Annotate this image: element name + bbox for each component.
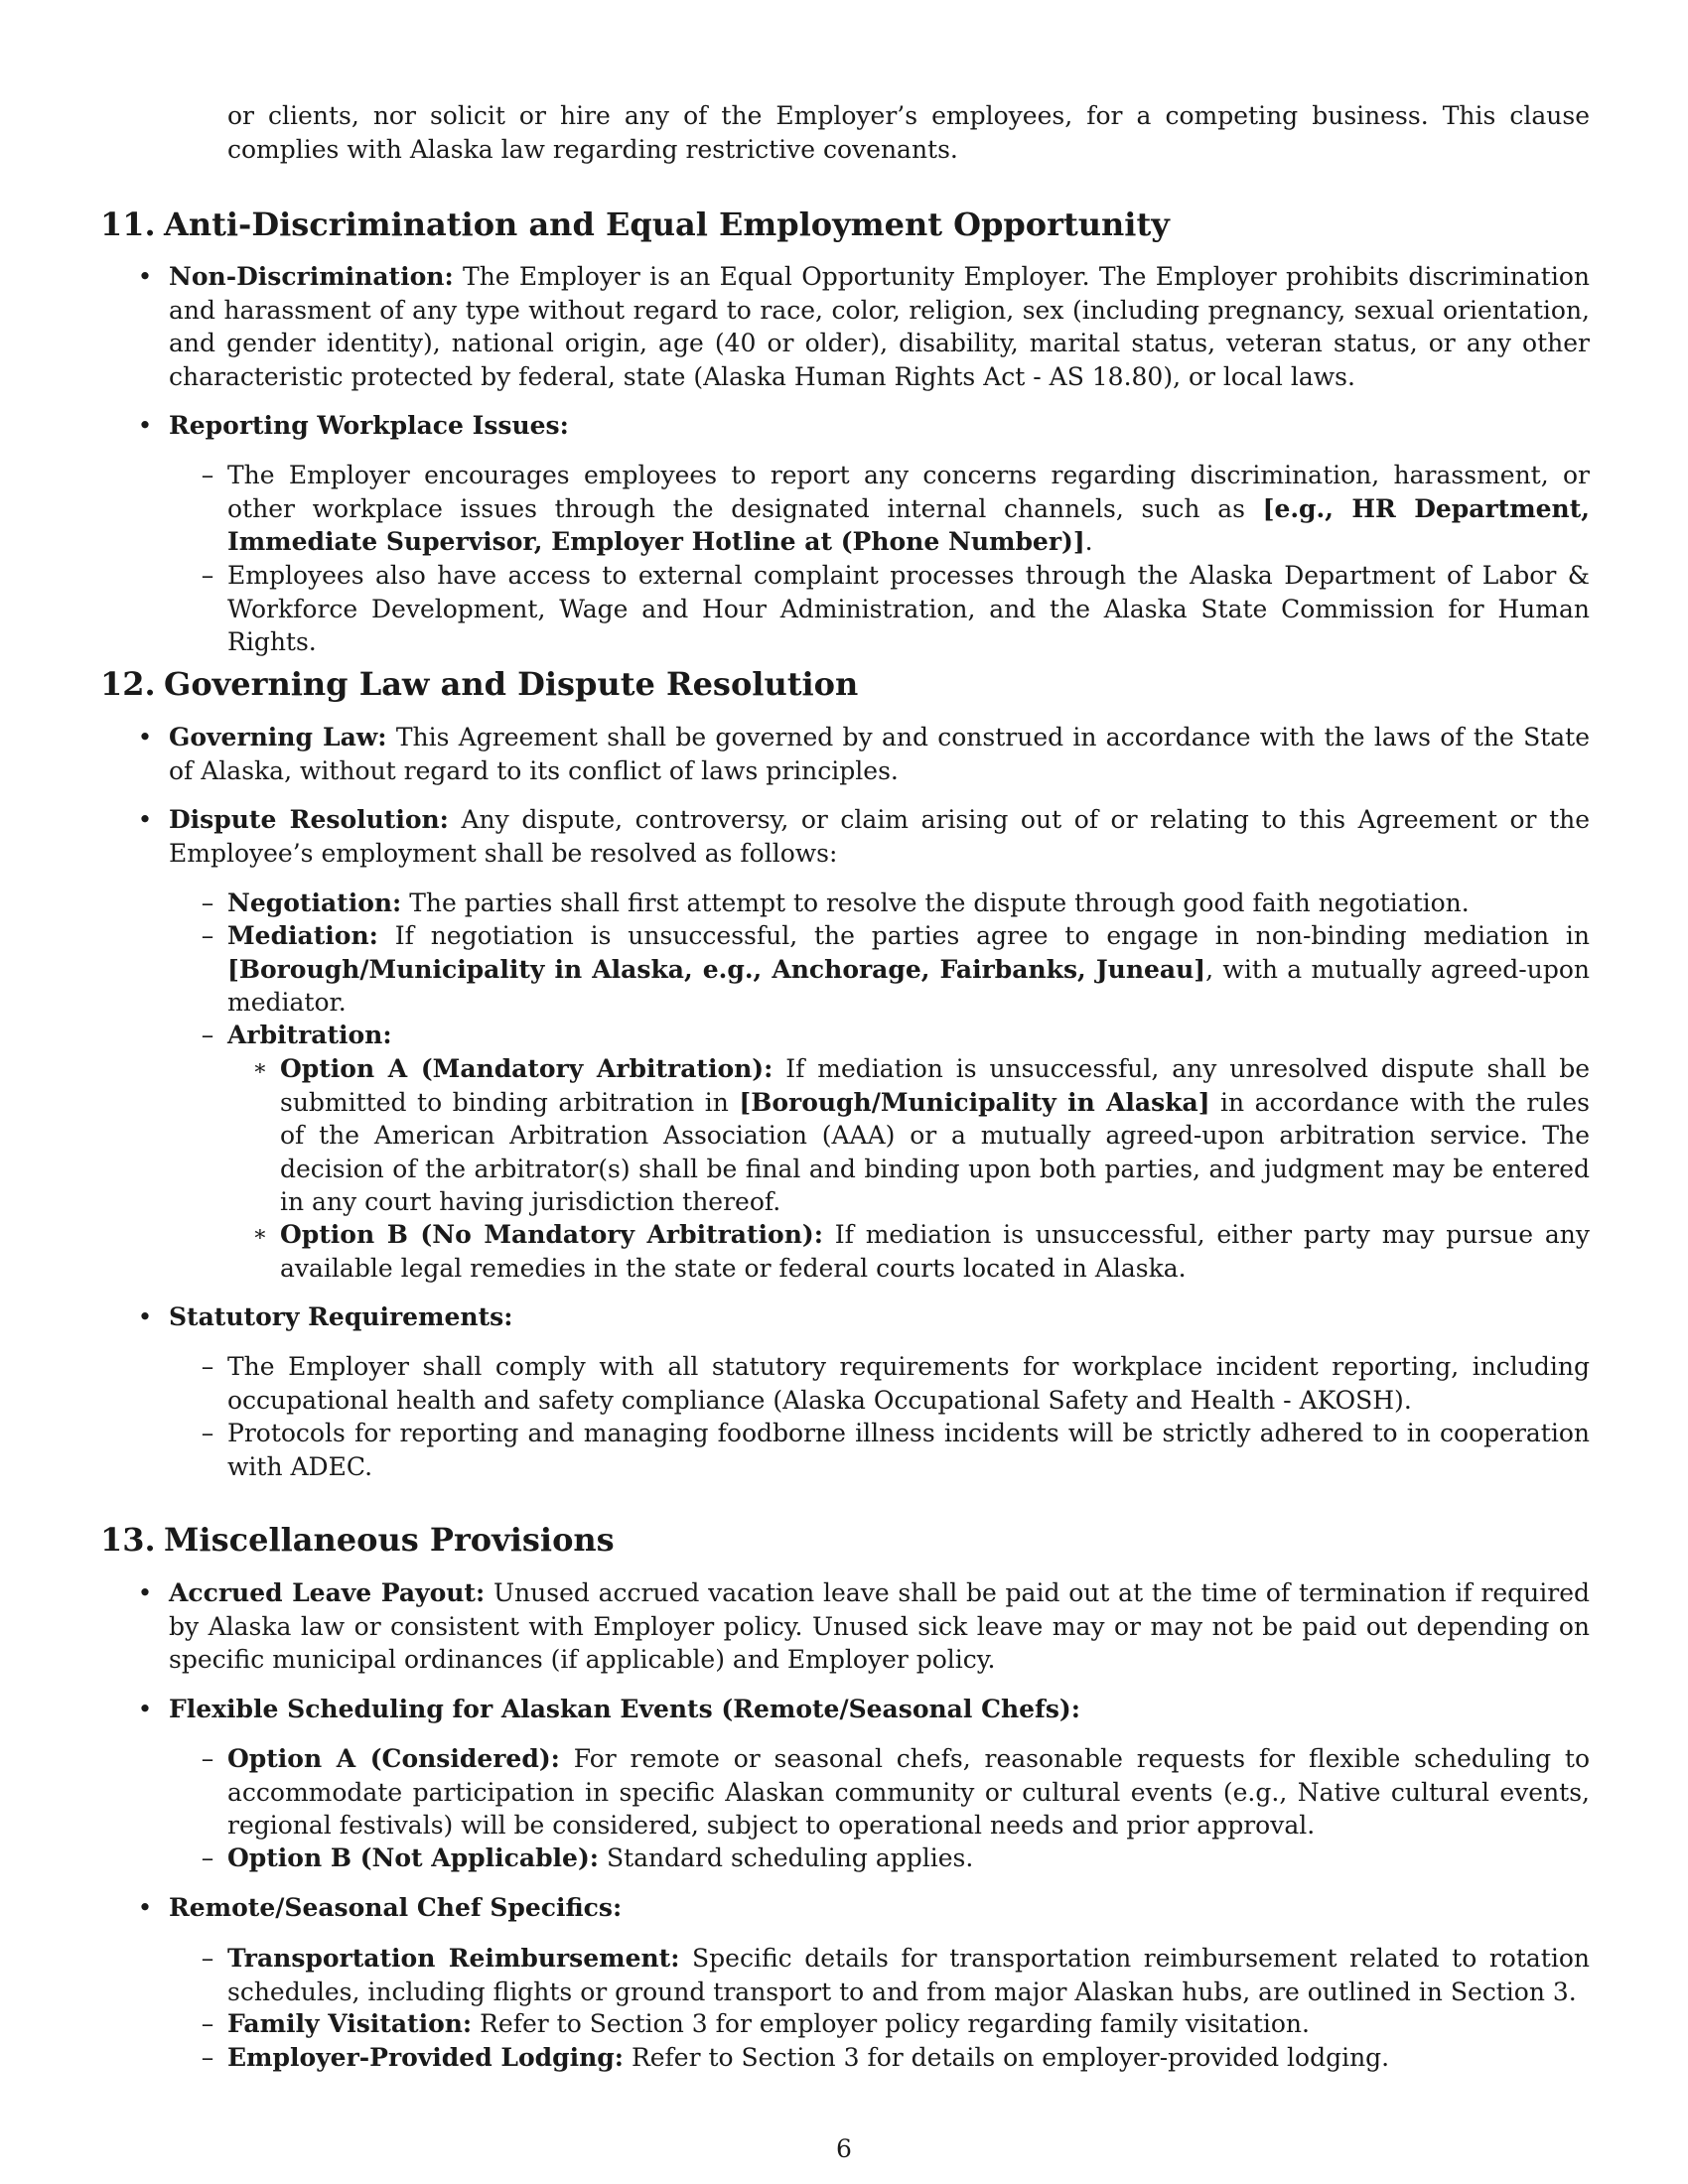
dash-marker: –	[201, 1419, 214, 1447]
bullet-marker: •	[137, 723, 153, 751]
arbitration-option-b-item: ∗ Option B (No Mandatory Arbitration): If mediation is unsuccessful, either party may pursue any available legal remedies in the state or federal courts located in Alaska.	[280, 1218, 1590, 1285]
statutory-akosh-item: – The Employer shall comply with all statutory requirements for workplace incident reporting, including occupational health and safety compliance (Alaska Occupational Safety and Health - AKOSH).	[227, 1350, 1590, 1417]
dash-marker: –	[201, 1944, 214, 1973]
arbitration-option-a-item: ∗ Option A (Mandatory Arbitration): If mediation is unsuccessful, any unresolved dispute shall be submitted to binding arbitration in [Borough/Municipality in Alaska] in accordance with the rules of the American Arbitration Association (AAA) or a mutually agreed-upon arbitration service. The decision of the arbitrator(s) shall be final and binding upon both parties, and judgment may be entered in any court having jurisdiction thereof.	[280, 1052, 1590, 1219]
dash-marker: –	[201, 1352, 214, 1381]
dash-marker: –	[201, 561, 214, 590]
dispute-resolution-item: • Dispute Resolution: Any dispute, controversy, or claim arising out of or relating to this Agreement or the Employee’s employment shall be resolved as follows:	[169, 803, 1590, 870]
dash-marker: –	[201, 2043, 214, 2072]
section-11-heading: 11. Anti-Discrimination and Equal Employment Opportunity	[100, 205, 1170, 243]
dash-marker: –	[201, 1021, 214, 1049]
transportation-reimbursement-item: – Transportation Reimbursement: Specific details for transportation reimbursement related to rotation schedules, including flights or ground transport to and from major Alaskan hubs, are outlined in Section 3.	[227, 1942, 1590, 2008]
dash-marker: –	[201, 921, 214, 950]
bullet-marker: •	[137, 1578, 153, 1607]
bullet-marker: •	[137, 262, 153, 291]
accrued-leave-payout-item: • Accrued Leave Payout: Unused accrued vacation leave shall be paid out at the time of termination if required by Alaska law or consistent with Employer policy. Unused sick leave may or may not be paid out depending on specific municipal ordinances (if applicable) and Employer policy.	[169, 1576, 1590, 1677]
statutory-adec-item: – Protocols for reporting and managing foodborne illness incidents will be strictly adhered to in cooperation with ADEC.	[227, 1417, 1590, 1483]
flexible-scheduling-option-a-item: – Option A (Considered): For remote or seasonal chefs, reasonable requests for flexible scheduling to accommodate participation in specific Alaskan community or cultural events (e.g., Native cultural events, regional festivals) will be considered, subject to operational needs and prior approval.	[227, 1742, 1590, 1843]
family-visitation-item: – Family Visitation: Refer to Section 3 for employer policy regarding family visitation.	[227, 2007, 1590, 2041]
reporting-internal-channels-item: – The Employer encourages employees to report any concerns regarding discrimination, harassment, or other workplace issues through the designated internal channels, such as [e.g., HR Department, Immediate Supervisor, Employer Hotline at (Phone Number)].	[227, 459, 1590, 559]
reporting-workplace-issues-item: • Reporting Workplace Issues:	[169, 409, 1590, 443]
section-13-heading: 13. Miscellaneous Provisions	[100, 1521, 615, 1559]
bullet-marker: •	[137, 805, 153, 834]
governing-law-item: • Governing Law: This Agreement shall be governed by and construed in accordance with the laws of the State of Alaska, without regard to its conflict of laws principles.	[169, 721, 1590, 787]
bullet-marker: •	[137, 411, 153, 440]
bullet-marker: •	[137, 1695, 153, 1723]
remote-seasonal-specifics-item: • Remote/Seasonal Chef Specifics:	[169, 1891, 1590, 1925]
bullet-marker: •	[137, 1893, 153, 1922]
flexible-scheduling-item: • Flexible Scheduling for Alaskan Events (Remote/Seasonal Chefs):	[169, 1693, 1590, 1726]
dash-marker: –	[201, 888, 214, 917]
reporting-external-processes-item: – Employees also have access to external complaint processes through the Alaska Department of Labor & Workforce Development, Wage and Hour Administration, and the Alaska State Commission for Human Rights.	[227, 559, 1590, 659]
page-number: 6	[836, 2134, 852, 2163]
statutory-requirements-item: • Statutory Requirements:	[169, 1300, 1590, 1334]
non-discrimination-item: • Non-Discrimination: The Employer is an Equal Opportunity Employer. The Employer prohibits discrimination and harassment of any type without regard to race, color, religion, sex (including pregnancy, sexual orientation, and gender identity), national origin, age (40 or older), disability, marital status, veteran status, or any other characteristic protected by federal, state (Alaska Human Rights Act - AS 18.80), or local laws.	[169, 260, 1590, 393]
dash-marker: –	[201, 1843, 214, 1872]
continuation-paragraph: or clients, nor solicit or hire any of the Employer’s employees, for a competing business. This clause complies with Alaska law regarding restrictive covenants.	[227, 101, 1590, 164]
employer-provided-lodging-item: – Employer-Provided Lodging: Refer to Section 3 for details on employer-provided lodging.	[227, 2041, 1590, 2075]
negotiation-item: – Negotiation: The parties shall first attempt to resolve the dispute through good faith negotiation.	[227, 887, 1590, 920]
mediation-item: – Mediation: If negotiation is unsuccessful, the parties agree to engage in non-binding mediation in [Borough/Municipality in Alaska, e.g., Anchorage, Fairbanks, Juneau], with a mutually agreed-upon mediator.	[227, 919, 1590, 1020]
star-marker: ∗	[252, 1056, 268, 1081]
arbitration-item: – Arbitration:	[227, 1019, 1590, 1052]
dash-marker: –	[201, 461, 214, 489]
section-12-heading: 12. Governing Law and Dispute Resolution	[100, 665, 859, 703]
bullet-marker: •	[137, 1302, 153, 1331]
star-marker: ∗	[252, 1222, 268, 1247]
flexible-scheduling-option-b-item: – Option B (Not Applicable): Standard scheduling applies.	[227, 1842, 1590, 1875]
dash-marker: –	[201, 1744, 214, 1773]
dash-marker: –	[201, 2009, 214, 2038]
